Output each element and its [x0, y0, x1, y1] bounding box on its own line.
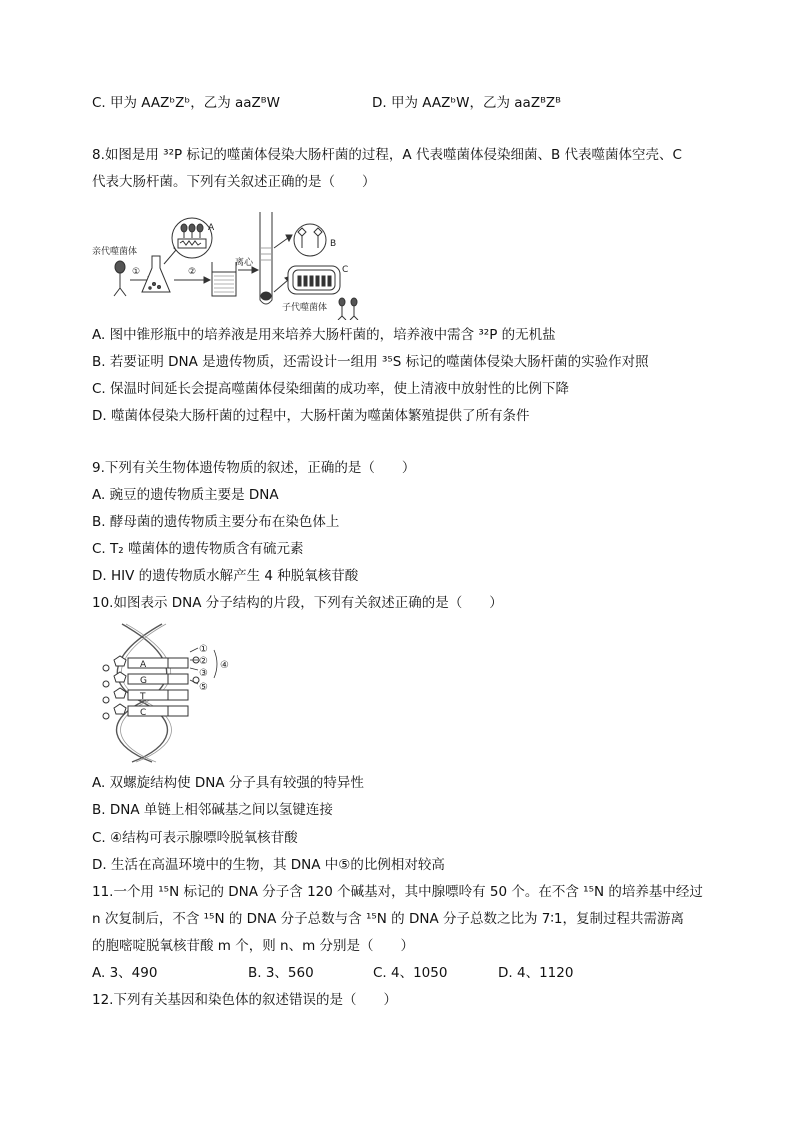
- q12-stem: 12.下列有关基因和染色体的叙述错误的是（ ）: [92, 992, 397, 1008]
- q8-stem-line2: 代表大肠杆菌。下列有关叙述正确的是（ ）: [92, 174, 376, 190]
- q10-option-a: A. 双螺旋结构使 DNA 分子具有较强的特异性: [92, 775, 364, 791]
- q10-option-d: D. 生活在高温环境中的生物，其 DNA 中⑤的比例相对较高: [92, 857, 445, 873]
- q9-option-c: C. T₂ 噬菌体的遗传物质含有硫元素: [92, 541, 304, 557]
- q10-stem: 10.如图表示 DNA 分子结构的片段，下列有关叙述正确的是（ ）: [92, 595, 503, 611]
- q7-option-c: C. 甲为 AAZᵇZᵇ，乙为 aaZᴮW: [92, 95, 280, 111]
- deoxyribose-icon: [114, 672, 126, 682]
- q7-option-d: D. 甲为 AAZᵇW，乙为 aaZᴮZᴮ: [372, 95, 561, 111]
- base-A: A: [140, 660, 147, 670]
- beaker-icon: [212, 262, 236, 296]
- base-G: G: [140, 676, 147, 686]
- q11-stem-line2: n 次复制后，不含 ¹⁵N 的 DNA 分子总数与含 ¹⁵N 的 DNA 分子总数之比为 7∶1，复制过程共需游离: [92, 911, 684, 927]
- q8-phage-infection-figure: [92, 208, 362, 320]
- q11-stem-line3: 的胞嘧啶脱氧核苷酸 m 个，则 n、m 分别是（ ）: [92, 938, 415, 954]
- q9-option-d: D. HIV 的遗传物质水解产生 4 种脱氧核苷酸: [92, 568, 359, 584]
- q9-stem: 9.下列有关生物体遗传物质的叙述，正确的是（ ）: [92, 460, 416, 476]
- q11-stem-line1: 11.一个用 ¹⁵N 标记的 DNA 分子含 120 个碱基对，其中腺嘌呤有 50 个。在不含 ¹⁵N 的培养基中经过: [92, 884, 703, 900]
- phosphate-icon: [103, 681, 109, 687]
- q11-option-a: A. 3、490: [92, 965, 158, 981]
- q11-option-b: B. 3、560: [248, 965, 314, 981]
- q8-option-a: A. 图中锥形瓶中的培养液是用来培养大肠杆菌的，培养液中需含 ³²P 的无机盐: [92, 327, 556, 343]
- marker-1: ①: [199, 644, 208, 655]
- q8-option-d: D. 噬菌体侵染大肠杆菌的过程中，大肠杆菌为噬菌体繁殖提供了所有条件: [92, 408, 530, 424]
- marker-4: ④: [220, 660, 229, 671]
- base-C: C: [140, 708, 147, 718]
- label-parent-phage: 亲代噬菌体: [92, 247, 138, 257]
- q8-stem-line1: 8.如图是用 ³²P 标记的噬菌体侵染大肠杆菌的过程，A 代表噬菌体侵染细菌、B 代表噬菌体空壳、C: [92, 147, 682, 163]
- label-step2: ②: [188, 267, 197, 277]
- base-T: T: [140, 692, 146, 702]
- q10-option-c: C. ④结构可表示腺嘌呤脱氧核苷酸: [92, 830, 298, 846]
- q9-option-a: A. 豌豆的遗传物质主要是 DNA: [92, 487, 279, 503]
- marker-2: ②: [199, 656, 208, 667]
- parent-phage-icon: [114, 261, 126, 296]
- label-C: C: [342, 265, 349, 275]
- phosphate-icon: [103, 665, 109, 671]
- q8-option-b: B. 若要证明 DNA 是遗传物质，还需设计一组用 ³⁵S 标记的噬菌体侵染大肠杆菌的实验作对照: [92, 354, 649, 370]
- marker-5: ⑤: [199, 682, 208, 693]
- label-A: A: [208, 223, 215, 233]
- phosphate-icon: [103, 713, 109, 719]
- phosphate-icon: [103, 697, 109, 703]
- q8-option-c: C. 保温时间延长会提高噬菌体侵染细菌的成功率，使上清液中放射性的比例下降: [92, 381, 570, 397]
- label-centrifuge: 离心: [235, 258, 254, 268]
- label-step1: ①: [132, 267, 141, 277]
- test-tube-icon: [260, 212, 272, 304]
- label-child-phage: 子代噬菌体: [282, 303, 328, 313]
- q10-option-b: B. DNA 单链上相邻碱基之间以氢键连接: [92, 802, 333, 818]
- q11-option-c: C. 4、1050: [373, 965, 448, 981]
- q9-option-b: B. 酵母菌的遗传物质主要分布在染色体上: [92, 514, 340, 530]
- deoxyribose-icon: [114, 704, 126, 714]
- label-B: B: [330, 239, 337, 249]
- q10-dna-structure-figure: [92, 622, 242, 764]
- marker-3: ③: [199, 668, 208, 679]
- deoxyribose-icon: [114, 656, 126, 666]
- q11-option-d: D. 4、1120: [498, 965, 574, 981]
- child-phage-icon: [338, 298, 358, 320]
